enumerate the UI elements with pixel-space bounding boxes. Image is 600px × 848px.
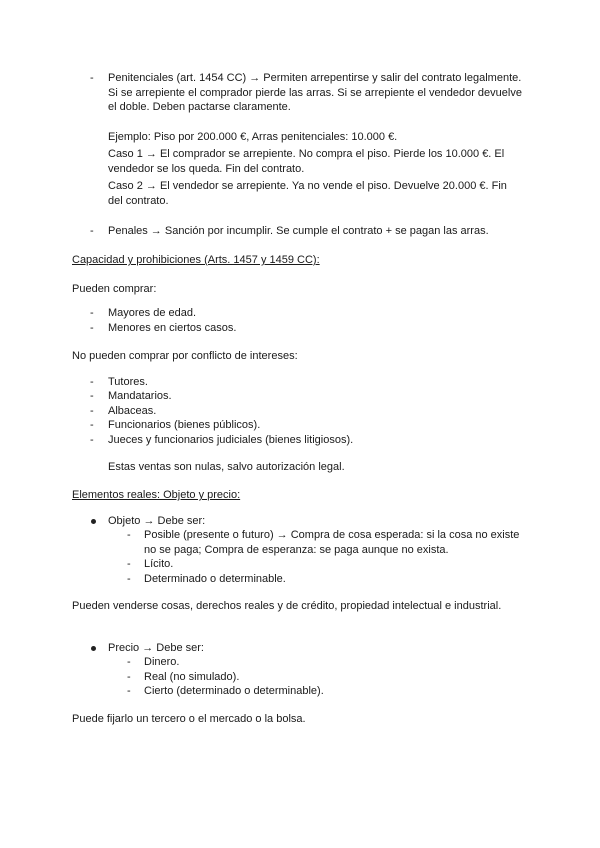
list-item: Mayores de edad. — [108, 307, 197, 319]
list-dash: - — [90, 390, 94, 402]
list-dash: - — [127, 671, 131, 683]
list-dash: - — [90, 405, 94, 417]
objeto-item-determinado: Determinado o determinable. — [144, 573, 286, 585]
objeto-item-posible-1: Posible (presente o futuro) → Compra de cosa esperada: si la cosa no existe — [144, 529, 520, 541]
objeto-item-posible-2: no se paga; Compra de esperanza: se paga aunque no exista. — [144, 544, 449, 556]
list-dash: - — [127, 573, 131, 585]
penales-line: Penales → Sanción por incumplir. Se cumple el contrato + se pagan las arras. — [108, 225, 489, 237]
list-item: Funcionarios (bienes públicos). — [108, 419, 261, 431]
precio-item: Dinero. — [144, 656, 180, 668]
list-dash: - — [90, 419, 94, 431]
list-dash: - — [90, 225, 94, 237]
cosas-line: Pueden venderse cosas, derechos reales y de crédito, propiedad intelectual e industrial. — [72, 600, 502, 612]
list-dash: - — [127, 685, 131, 697]
list-dash: - — [90, 376, 94, 388]
elementos-heading: Elementos reales: Objeto y precio: — [72, 489, 241, 501]
pueden-intro: Pueden comprar: — [72, 283, 157, 295]
nota-nulas: Estas ventas son nulas, salvo autorización legal. — [108, 461, 345, 473]
bullet-dot — [91, 646, 96, 651]
bullet-dot — [91, 519, 96, 524]
ejemplo-line-3: vendedor se los queda. Fin del contrato. — [108, 163, 305, 175]
ejemplo-line-1: Ejemplo: Piso por 200.000 €, Arras penitenciales: 10.000 €. — [108, 131, 398, 143]
precio-item: Real (no simulado). — [144, 671, 240, 683]
objeto-item-licito: Lícito. — [144, 558, 174, 570]
list-dash: - — [90, 322, 94, 334]
penitenciales-line-1: Penitenciales (art. 1454 CC) → Permiten arrepentirse y salir del contrato legalmente. — [108, 72, 522, 84]
ejemplo-line-4: Caso 2 → El vendedor se arrepiente. Ya no vende el piso. Devuelve 20.000 €. Fin — [108, 180, 507, 192]
list-dash: - — [127, 656, 131, 668]
list-item: Tutores. — [108, 376, 148, 388]
list-item: Mandatarios. — [108, 390, 172, 402]
objeto-label: Objeto → Debe ser: — [108, 515, 206, 527]
capacidad-heading: Capacidad y prohibiciones (Arts. 1457 y 1459 CC): — [72, 254, 320, 266]
precio-label: Precio → Debe ser: — [108, 642, 204, 654]
list-item: Albaceas. — [108, 405, 157, 417]
penitenciales-line-3: el doble. Deben pactarse claramente. — [108, 101, 291, 113]
no-pueden-intro: No pueden comprar por conflicto de intereses: — [72, 350, 298, 362]
ejemplo-line-2: Caso 1 → El comprador se arrepiente. No compra el piso. Pierde los 10.000 €. El — [108, 148, 505, 160]
list-dash: - — [90, 72, 94, 84]
fijar-line: Puede fijarlo un tercero o el mercado o la bolsa. — [72, 713, 306, 725]
list-dash: - — [90, 307, 94, 319]
list-dash: - — [90, 434, 94, 446]
list-item: Menores en ciertos casos. — [108, 322, 237, 334]
penitenciales-line-2: Si se arrepiente el comprador pierde las arras. Si se arrepiente el vendedor devuelve — [108, 87, 522, 99]
ejemplo-line-5: del contrato. — [108, 195, 169, 207]
list-dash: - — [127, 529, 131, 541]
precio-item: Cierto (determinado o determinable). — [144, 685, 324, 697]
list-dash: - — [127, 558, 131, 570]
list-item: Jueces y funcionarios judiciales (bienes litigiosos). — [108, 434, 354, 446]
